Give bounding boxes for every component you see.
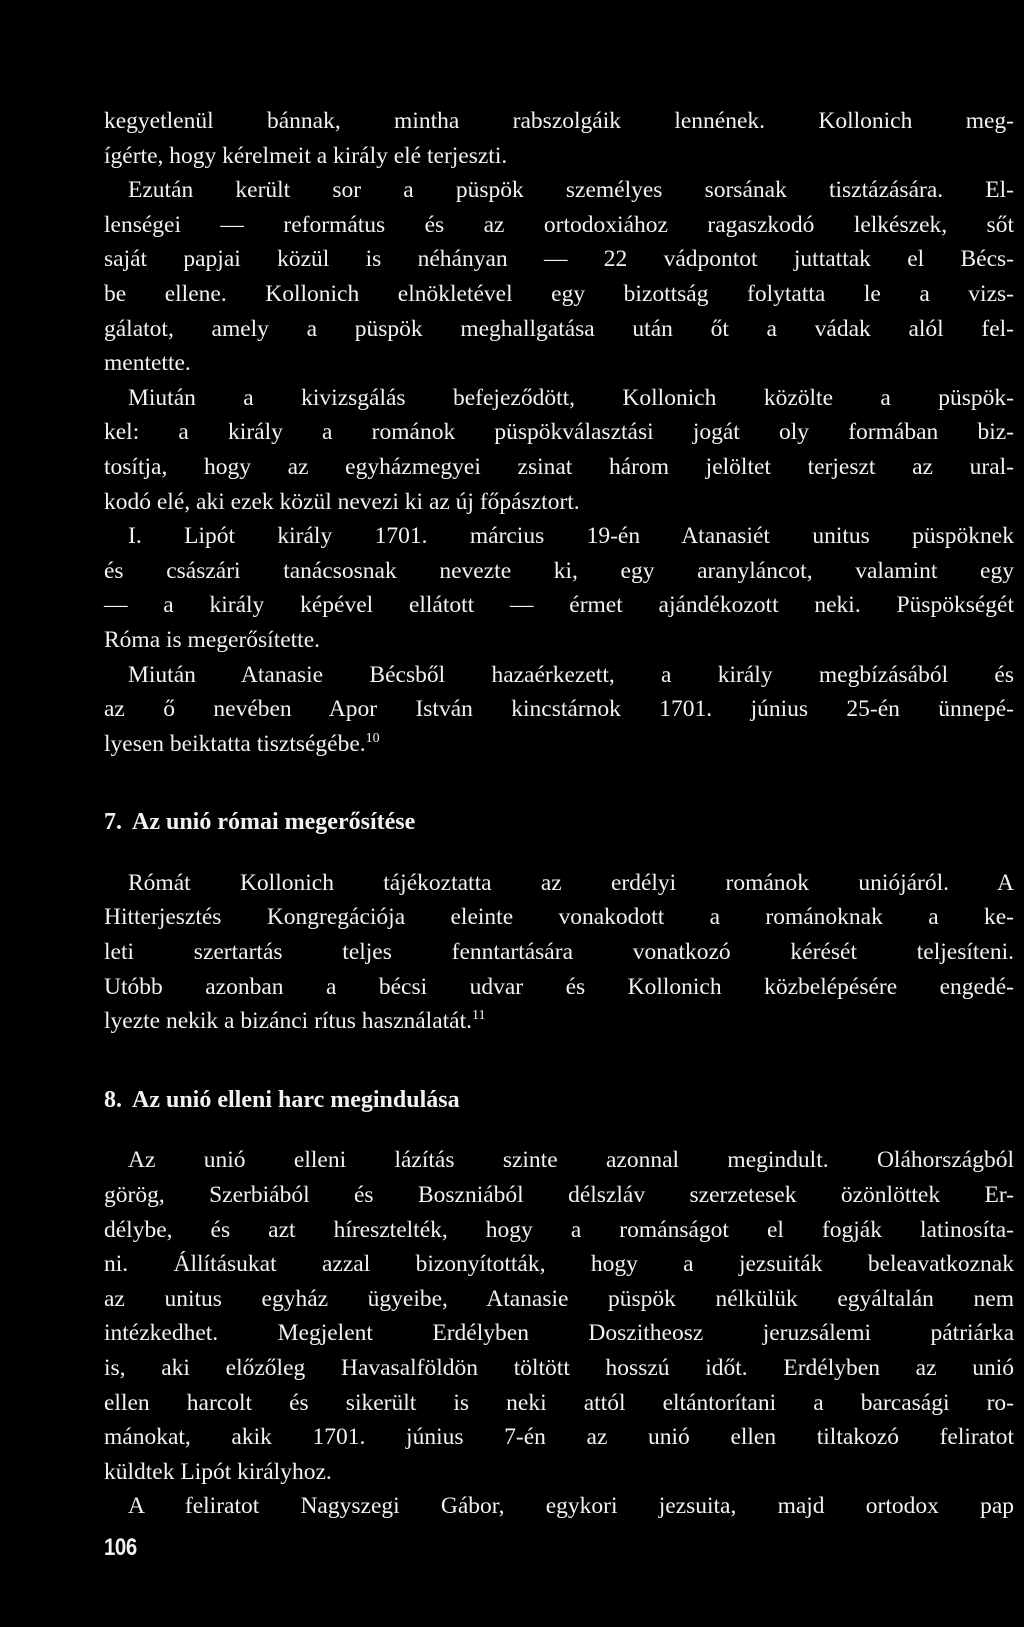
text-line: tosítja, hogy az egyházmegyei zsinat három jelöltet terjeszt az ural- xyxy=(104,453,1014,480)
footnote-marker: 10 xyxy=(365,730,380,746)
paragraph xyxy=(104,866,1014,1039)
text-line: leti szertartás teljes fenntartására vonatkozó kérését teljesíteni. xyxy=(104,939,1014,966)
text-line: Az unió elleni lázítás szinte azonnal megindult. Oláhországból xyxy=(128,1147,1014,1174)
text-line: Miután a kivizsgálás befejeződött, Kollonich közölte a püspök- xyxy=(128,384,1014,411)
section-title: Az unió elleni harc megindulása xyxy=(132,1086,460,1113)
text-line-content: lyesen beiktatta tisztségébe. xyxy=(104,730,366,757)
text-line: intézkedhet. Megjelent Erdélyben Doszitheosz jeruzsálemi pátriárka xyxy=(104,1320,1014,1347)
text-line: görög, Szerbiából és Boszniából délszláv szerzetesek özönlöttek Er- xyxy=(104,1182,1014,1209)
text-line: Miután Atanasie Bécsből hazaérkezett, a király megbízásából és xyxy=(128,661,1014,688)
section-heading xyxy=(104,805,1014,840)
text-line: ni. Állításukat azzal bizonyították, hogy a jezsuiták beleavatkoznak xyxy=(104,1251,1014,1278)
paragraph xyxy=(104,1143,1014,1489)
paragraph xyxy=(104,1489,1014,1524)
paragraph xyxy=(104,381,1014,519)
spacer xyxy=(104,1117,1014,1143)
text-line: Hitterjesztés Kongregációja eleinte vonakodott a románoknak a ke- xyxy=(104,904,1014,931)
footnote-marker: 11 xyxy=(472,1008,486,1024)
text-line: délybe, és azt híresztelték, hogy a románságot el fogják latinosíta- xyxy=(104,1216,1014,1243)
spacer xyxy=(104,761,1014,805)
text-line: gálatot, amely a püspök meghallgatása után őt a vádak alól fel- xyxy=(104,315,1014,342)
text-line: ellen harcolt és sikerült is neki attól eltántorítani a barcasági ro- xyxy=(104,1389,1014,1416)
book-page xyxy=(104,104,1014,1524)
text-line: Ezután került sor a püspök személyes sorsának tisztázására. El- xyxy=(128,177,1014,204)
text-line: A feliratot Nagyszegi Gábor, egykori jezsuita, majd ortodox pap xyxy=(128,1493,1014,1520)
text-line: is, aki előzőleg Havasalföldön töltött hosszú időt. Erdélyben az unió xyxy=(104,1355,1014,1381)
spacer xyxy=(104,1039,1014,1083)
section-number: 7. xyxy=(104,809,122,836)
section-number: 8. xyxy=(104,1086,122,1113)
text-line: küldtek Lipót királyhoz. xyxy=(104,1458,332,1485)
text-line: mentette. xyxy=(104,350,191,377)
text-line: — a király képével ellátott — érmet ajándékozott neki. Püspökségét xyxy=(104,592,1014,619)
paragraph xyxy=(104,104,1014,173)
text-line: kodó elé, aki ezek közül nevezi ki az új főpásztort. xyxy=(104,488,580,515)
text-line: kegyetlenül bánnak, mintha rabszolgáik lennének. Kollonich meg- xyxy=(104,108,1014,134)
text-line: saját papjai közül is néhányan — 22 vádpontot juttattak el Bécs- xyxy=(104,246,1014,273)
text-line-content: lyezte nekik a bizánci rítus használatát. xyxy=(104,1008,473,1035)
paragraph xyxy=(104,173,1014,381)
text-line: az ő nevében Apor István kincstárnok 1701. június 25-én ünnepé- xyxy=(104,696,1014,723)
spacer xyxy=(104,840,1014,866)
paragraph xyxy=(104,658,1014,762)
text-line: be ellene. Kollonich elnökletével egy bizottság folytatta le a vizs- xyxy=(104,280,1014,307)
text-line: ígérte, hogy kérelmeit a király elé terjeszti. xyxy=(104,142,508,169)
text-line: Rómát Kollonich tájékoztatta az erdélyi románok uniójáról. A xyxy=(128,869,1014,896)
text-line: az unitus egyház ügyeibe, Atanasie püspök nélkülük egyáltalán nem xyxy=(104,1285,1014,1312)
text-line xyxy=(104,1004,1014,1039)
section-heading xyxy=(104,1083,1014,1118)
text-line xyxy=(104,727,1014,762)
text-line: mánokat, akik 1701. június 7-én az unió ellen tiltakozó feliratot xyxy=(104,1424,1014,1451)
text-line: és császári tanácsosnak nevezte ki, egy aranyláncot, valamint egy xyxy=(104,557,1014,584)
text-line: I. Lipót király 1701. március 19-én Atanasiét unitus püspöknek xyxy=(128,523,1014,550)
section-title: Az unió római megerősítése xyxy=(132,809,416,836)
text-line: Utóbb azonban a bécsi udvar és Kollonich közbelépésére engedé- xyxy=(104,973,1014,1000)
text-line: Róma is megerősítette. xyxy=(104,626,321,653)
page-number: 106 xyxy=(104,1534,137,1561)
text-line: lenségei — református és az ortodoxiához ragaszkodó lelkészek, sőt xyxy=(104,211,1014,238)
paragraph xyxy=(104,519,1014,657)
text-line: kel: a király a románok püspökválasztási jogát oly formában biz- xyxy=(104,419,1014,446)
